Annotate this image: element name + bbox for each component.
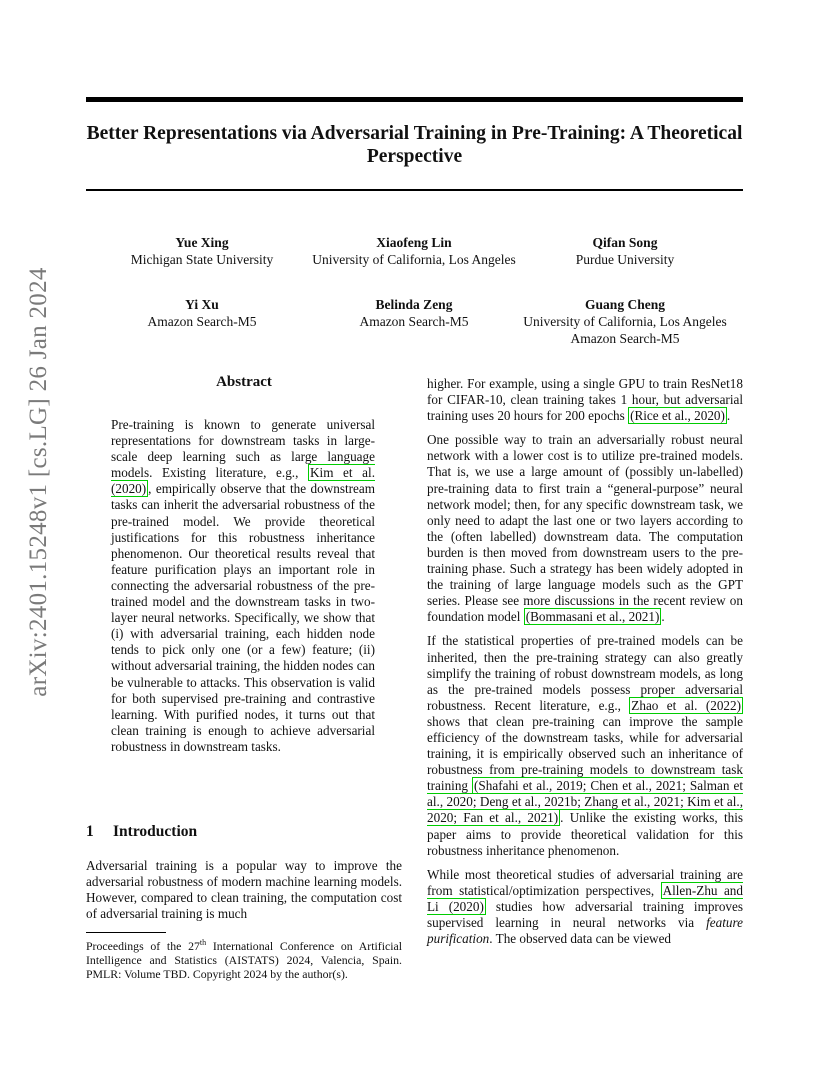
emphasis-text: feature purification (427, 915, 743, 947)
author-block (294, 234, 534, 268)
author-block (112, 234, 292, 268)
footnote-rule (86, 932, 166, 933)
abstract-body (111, 417, 375, 763)
citation-link[interactable]: Zhao et al. (2022) (631, 697, 741, 713)
author-block (112, 296, 292, 330)
footnote-text: Proceedings of the 27 (86, 939, 200, 953)
citation-link[interactable]: (Bommasani et al., 2021) (525, 609, 660, 625)
abstract-text: Pre-training is known to generate universal representations for downstream tasks in large-scale deep learning such as large language models. Existing literature, e.g., (111, 417, 375, 481)
paragraph-text: . (661, 609, 665, 625)
citation-link[interactable]: (Shafahi et al., 2019; Chen et al., 2021; Salman et al., 2020; Deng et al., 2021b; Zhang et al., 2021; Kim et al., 2020; Fan et al., 2021) (427, 778, 743, 826)
author-affiliation: Amazon Search-M5 (359, 314, 469, 329)
paragraph (427, 633, 743, 858)
citation-link[interactable]: Kim et al. (2020) (111, 465, 375, 497)
footnote-text: International Conference on Artificial Intelligence and Statistics (AISTATS) 2024, Valencia, Spain. PMLR: Volume TBD. Copyright 2024 by the author(s). (86, 939, 403, 982)
paragraph-text: . Unlike the existing works, this paper aims to provide theoretical validation for this robustness inheritance phenomenon. (427, 810, 743, 858)
author-name: Qifan Song (592, 235, 658, 250)
paragraph-text: . (726, 408, 731, 424)
paragraph (427, 432, 743, 625)
author-affiliation: Amazon Search-M5 (147, 314, 257, 329)
footnote-superscript: th (199, 938, 207, 948)
author-name: Yi Xu (185, 297, 219, 312)
citation-link[interactable]: Allen-Zhu and Li (2020) (427, 882, 743, 914)
author-affiliation: Purdue University (575, 252, 675, 267)
paragraph (427, 376, 743, 424)
paragraph-text: While most theoretical studies of adversarial training are from statistical/optimization perspectives, (427, 866, 743, 898)
author-affiliation: University of California, Los Angeles (312, 252, 516, 267)
citation-link[interactable]: (Rice et al., 2020) (630, 408, 725, 424)
author-name: Guang Cheng (585, 297, 665, 312)
author-name: Yue Xing (175, 235, 229, 250)
title-bottom-rule (86, 189, 743, 191)
paragraph (427, 867, 743, 947)
paragraph-text: One possible way to train an adversarially robust neural network with a lower cost is to utilize pre-trained models. That is, we use a large amount of (possibly un-labelled) pre-training data to first train a “general-purpose” neural network model; then, for any specific downstream task, we only need to adapt the last one or two layers according to the (often labelled) downstream data. The computation burden is then moved from downstream users to the pre-training phase. Such a strategy has been widely adopted in the training of large language models such as the GPT series. Please see more discussions in the recent review on foundation model (427, 432, 743, 625)
author-block (324, 296, 504, 330)
paragraph-text: studies how adversarial training improves supervised learning in neural networks via (427, 898, 743, 930)
paragraph-text: higher. For example, using a single GPU to train ResNet18 for CIFAR-10, clean training takes 1 hour, but adversarial training uses 20 hours for 200 epochs (427, 376, 743, 424)
author-name: Belinda Zeng (375, 297, 453, 312)
section-heading-introduction (86, 823, 197, 841)
right-column (427, 376, 743, 955)
paragraph-text: . The observed data can be viewed (489, 931, 672, 947)
arxiv-id: arXiv:2401.15248v1 [cs.LG] 26 Jan 2024 (25, 267, 52, 697)
author-block (505, 296, 745, 347)
author-block (535, 234, 715, 268)
author-affiliation-secondary: Amazon Search-M5 (570, 331, 680, 346)
footnote (86, 939, 402, 982)
author-affiliation: University of California, Los Angeles (523, 314, 727, 329)
section-number: 1 (86, 823, 94, 840)
abstract-heading: Abstract (216, 374, 272, 390)
section-title: Introduction (113, 823, 198, 840)
paragraph-text: shows that clean pre-training can improve the sample efficiency of the downstream tasks, while for adversarial training, it is empirically observed such an inheritance of robustness from pre-training models to downstream task training (427, 713, 743, 794)
author-affiliation: Michigan State University (130, 252, 274, 267)
intro-body (86, 858, 402, 930)
title-top-rule (86, 97, 743, 102)
paragraph-text: If the statistical properties of pre-trained models can be inherited, then the pre-training strategy can also greatly simplify the training of robust downstream models, as long as the pre-trained models possess proper adversarial robustness. Recent literature, e.g., (427, 633, 743, 713)
paper-title: Better Representations via Adversarial Training in Pre-Training: A Theoretical Perspective (86, 123, 743, 167)
author-name: Xiaofeng Lin (376, 235, 452, 250)
abstract-text: , empirically observe that the downstream tasks can inherit the adversarial robustness of the pre-trained model. We provide theoretical justifications for this robustness inheritance phenomenon. Our theoretical results reveal that feature purification plays an important role in connecting the adversarial robustness of the pre-trained model and the downstream tasks in two-layer neural networks. Specifically, we show that (i) with adversarial training, each hidden node tends to pick only one (or a few) feature; (ii) without adversarial training, the hidden nodes can be vulnerable to attacks. This observation is valid for both supervised pre-training and contrastive learning. With purified nodes, it turns out that clean training is enough to achieve adversarial robustness in downstream tasks. (111, 481, 375, 754)
paragraph: Adversarial training is a popular way to improve the adversarial robustness of modern machine learning models. However, compared to clean training, the computation cost of adversarial training is much (86, 858, 402, 922)
